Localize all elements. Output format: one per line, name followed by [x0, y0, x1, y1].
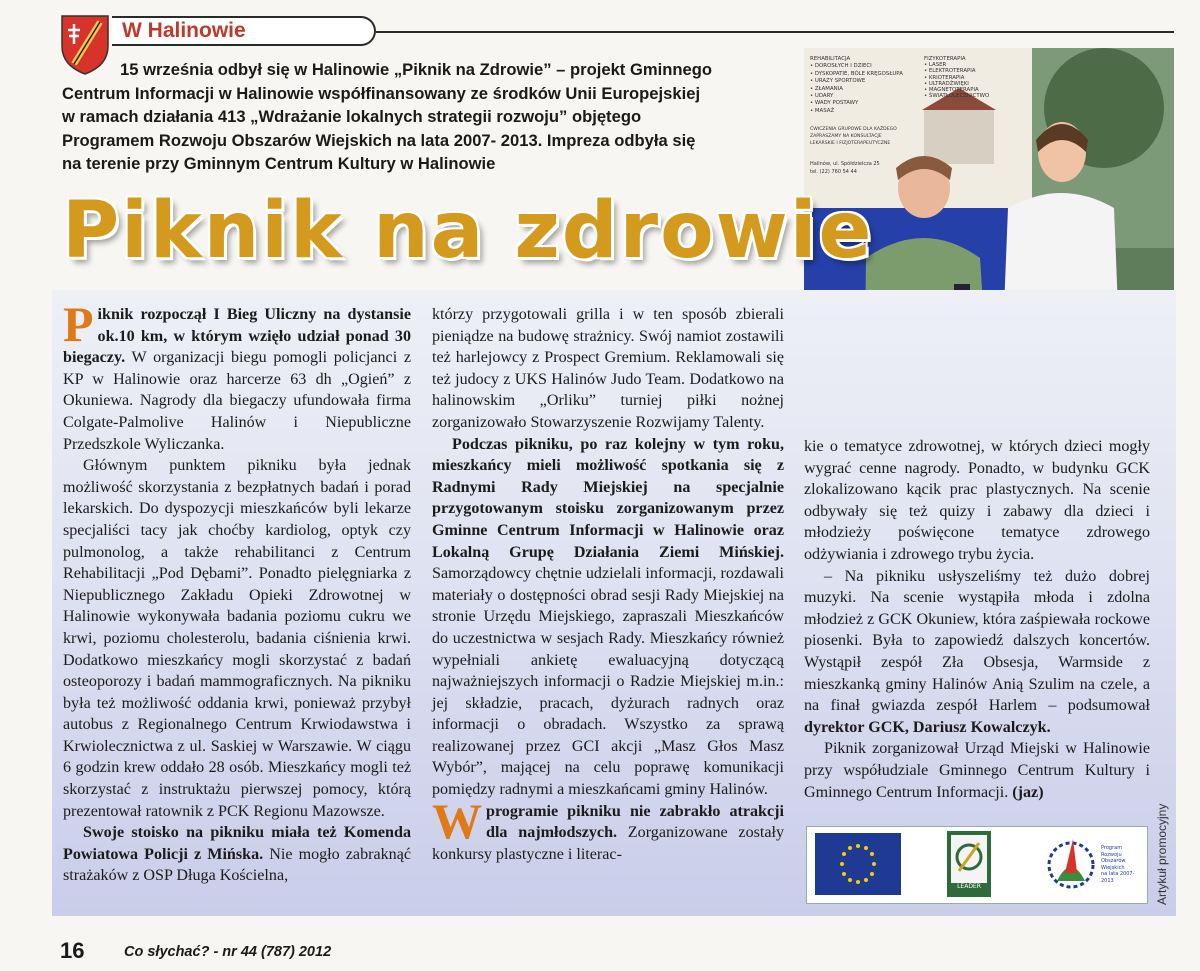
lead-line: Centrum Informacji w Halinowie współfinansowany ze środków Unii Europejskiej: [62, 83, 701, 103]
banner-text: • MAGNETOTERAPIA: [924, 87, 979, 94]
prow-label: na lata 2007-2013: [1101, 871, 1135, 884]
bold-text: Swoje stoisko na pikniku miała też Komenda Powiatowa Policji z Mińska.: [63, 824, 411, 863]
body-text: Nie mogło zabraknąć strażaków z OSP Długa Kościelna,: [63, 845, 411, 885]
article-title: Piknik na zdrowie: [62, 186, 874, 276]
paragraph: [63, 296, 411, 455]
banner-text: • ŚWIATŁOLECZNICTWO: [924, 93, 990, 100]
banner-text: • WADY POSTAWY: [810, 100, 859, 107]
banner-text: ZAPRASZAMY NA KONSULTACJE: [810, 134, 882, 139]
section-title: W Halinowie: [122, 19, 246, 42]
paragraph: kie o tematyce zdrowotnej, w których dzieci mogły wygrać cenne nagrody. Ponadto, w budynku GCK zlokalizowano kącik prac plastycznych. Na scenie odbywały się też quizy i zabawy dla dzieci i młodzieży poświęcone tematyce zdrowego odżywiania i zdrowego trybu życia.: [804, 438, 1150, 563]
paragraph: [63, 822, 411, 887]
body-text: Piknik zorganizował Urząd Miejski w Halinowie przy współudziale Gminnego Centrum Kultury i Gminnego Centrum Informacji.: [804, 740, 1150, 801]
publication-name: Co słychać? - nr 44 (787) 2012: [124, 944, 332, 960]
prow-logo-icon: [1043, 833, 1099, 895]
banner-text: • ELEKTROTERAPIA: [924, 68, 976, 75]
article-column-1: [63, 296, 411, 887]
lead-line: w ramach działania 413 „Wdrażanie lokalnych strategii rozwoju” objętego: [62, 107, 642, 126]
promo-label-text: Artykuł promocyjny: [1155, 803, 1169, 905]
section-tab: [112, 16, 376, 46]
leader-label: LEADER: [957, 883, 981, 890]
lead-line: na terenie przy Gminnym Centrum Kultury w Halinowie: [62, 154, 496, 173]
bold-text: (jaz): [1008, 783, 1044, 801]
banner-text: • UDARY: [810, 93, 834, 100]
prow-label: Rozwoju: [1101, 851, 1122, 858]
body-text: Zorganizowane zostały konkursy plastyczne i literac-: [432, 824, 785, 863]
bold-text: Podczas pikniku, po raz kolejny w tym roku, mieszkańcy mieli możliwość spotkania się z Radnymi Rady Miejskiej na specjalnie przygotowanym stoisku zorganizowanym przez Gminne Centrum Informacji w Halinowie oraz Lokalną Grupę Działania Ziemi Mińskiej.: [432, 435, 784, 561]
paragraph: [432, 434, 784, 801]
banner-text: tel. (22) 760 54 44: [810, 169, 857, 175]
body-text: Samorządowcy chętnie udzielali informacji, rozdawali materiały o dostępności obrad sesji Rady Miejskiej na stronie Urzędu Miejskiego, zapraszali Mieszkańców do uczestnictwa w sesjach Rady. Mieszkańcy również wypełniali ankietę ewaluacyjną dotyczącą najważniejszych informacji o Radzie Miejskiej m.in.: jej składzie, pracach, dyżurach radnych oraz informacji o obradach. Wszystko za sprawą realizowanej przez GCI akcji „Masz Głos Masz Wybór”, mającej na celu poprawę komunikacji pomiędzy radnymi a mieszkańcami gminy Halinów.: [432, 565, 784, 799]
paragraph: [432, 792, 785, 866]
banner-text: • ULTRADŹWIĘKI: [924, 80, 969, 87]
header-rule: [376, 31, 1174, 33]
banner-text: LEKARSKIE I FIZJOTERAPEUTYCZNE: [810, 141, 891, 146]
eu-flag-icon: [815, 833, 901, 895]
paragraph: [804, 566, 1150, 739]
article-column-3: [804, 436, 1150, 803]
banner-text: • DOROSŁYCH I DZIECI: [810, 63, 872, 70]
banner-text: FIZYKOTERAPIA: [924, 56, 966, 62]
drop-cap: P: [63, 296, 94, 352]
page-number: 16: [60, 938, 85, 963]
paragraph: Głównym punktem pikniku była jednak możliwość skorzystania z bezpłatnych badań i porad lekarskich. Do dyspozycji mieszkańców byli lekarze specjaliści tacy jak choćby kardiolog, optyk czy pulmonolog, a także rehabilitanci z Centrum Rehabilitacji „Pod Dębami”. Ponadto pielęgniarka z Niepublicznego Zakładu Opieki Zdrowotnej w Halinowie wykonywała badania poziomu cukru we krwi, poziomu cholesterolu, badania ciśnienia krwi. Dodatkowo mieszkańcy mogli skorzystać z badań osteoporozy i badań mammograficznych. Na pikniku była też możliwość oddania krwi, ponieważ przybył autobus z Regionalnego Centrum Krwiodawstwa i Krwiolecznictwa z ul. Saskiej w Warszawie. W ciągu 6 godzin krew oddało 28 osób. Mieszkańcy mogli też skorzystać z instruktażu pierwszej pomocy, którą prezentował ratownik z PCK Regionu Mazowsze.: [63, 457, 411, 820]
drop-cap: W: [432, 792, 482, 849]
banner-text: • DYSKOPATIE, BÓLE KRĘGOSŁUPA: [810, 70, 903, 77]
banner-text: • LASER: [924, 62, 947, 69]
bold-text: iknik rozpoczął I Bieg Uliczny na dystansie ok.10 km, w którym wzięło udział ponad 30 biegaczy.: [63, 306, 411, 367]
lead-line: 15 września odbył się w Halinowie „Piknik na Zdrowie” – projekt Gminnego: [120, 60, 712, 79]
body-text: – Na pikniku usłyszeliśmy też dużo dobrej muzyki. Na scenie wystąpiła młoda i zdolna młodzież z GCK Okuniew, która zaśpiewała rockowe piosenki. Była to zapowiedź dalszych koncertów. Wystąpił zespół Zła Obsesja, Warmside z mieszkanką gminy Halinów Anią Szulim na czele, a na finał gwiazda zespół Harlem – podsumował: [804, 567, 1150, 715]
banner-text: • KRIOTERAPIA: [924, 74, 965, 81]
paragraph: [804, 738, 1150, 803]
banner-text: REHABILITACJA: [810, 56, 851, 62]
banner-text: ĆWICZENIA GRUPOWE DLA KAŻDEGO: [810, 127, 897, 132]
sponsor-logos: [806, 826, 1148, 904]
bold-text: programie pikniku nie zabrakło atrakcji dla najmłodszych.: [486, 802, 784, 842]
banner-text: • URAZY SPORTOWE: [810, 78, 866, 85]
lead-paragraph: [62, 58, 794, 176]
lead-line: Programem Rozwoju Obszarów Wiejskich na lata 2007- 2013. Impreza odbyła się: [62, 130, 696, 150]
prow-label: Program: [1101, 845, 1123, 851]
prow-label: Obszarów: [1101, 858, 1126, 865]
bold-text: dyrektor GCK, Dariusz Kowalczyk.: [804, 718, 1051, 736]
article-column-2: [432, 304, 784, 865]
banner-text: • ZŁAMANIA: [810, 85, 843, 92]
banner-text: Halinów, ul. Spółdzielcza 25: [810, 161, 880, 167]
promo-label: [1152, 755, 1174, 905]
prow-label: Wiejskich: [1101, 864, 1125, 871]
paragraph: którzy przygotowali grilla i w ten sposób zbierali pieniądze na budowę strażnicy. Swój namiot zostawili też harlejowcy z Prospect Gremium. Reklamowali się też judocy z UKS Halinów Judo Team. Dodatkowo na halinowskim „Orliku” turniej piłki nożnej zorganizowało Stowarzyszenie Rozwijamy Talenty.: [432, 306, 784, 431]
banner-text: • MASAŻ: [810, 107, 835, 114]
body-text: W organizacji biegu pomogli policjanci z KP w Halinowie oraz harcerze 63 dh „Ogień” z Okuniewa. Nagrody dla biegaczy ufundowała firma Colgate-Palmolive Halinów i Niepubliczne Przedszkole Wyliczanka.: [63, 349, 411, 453]
